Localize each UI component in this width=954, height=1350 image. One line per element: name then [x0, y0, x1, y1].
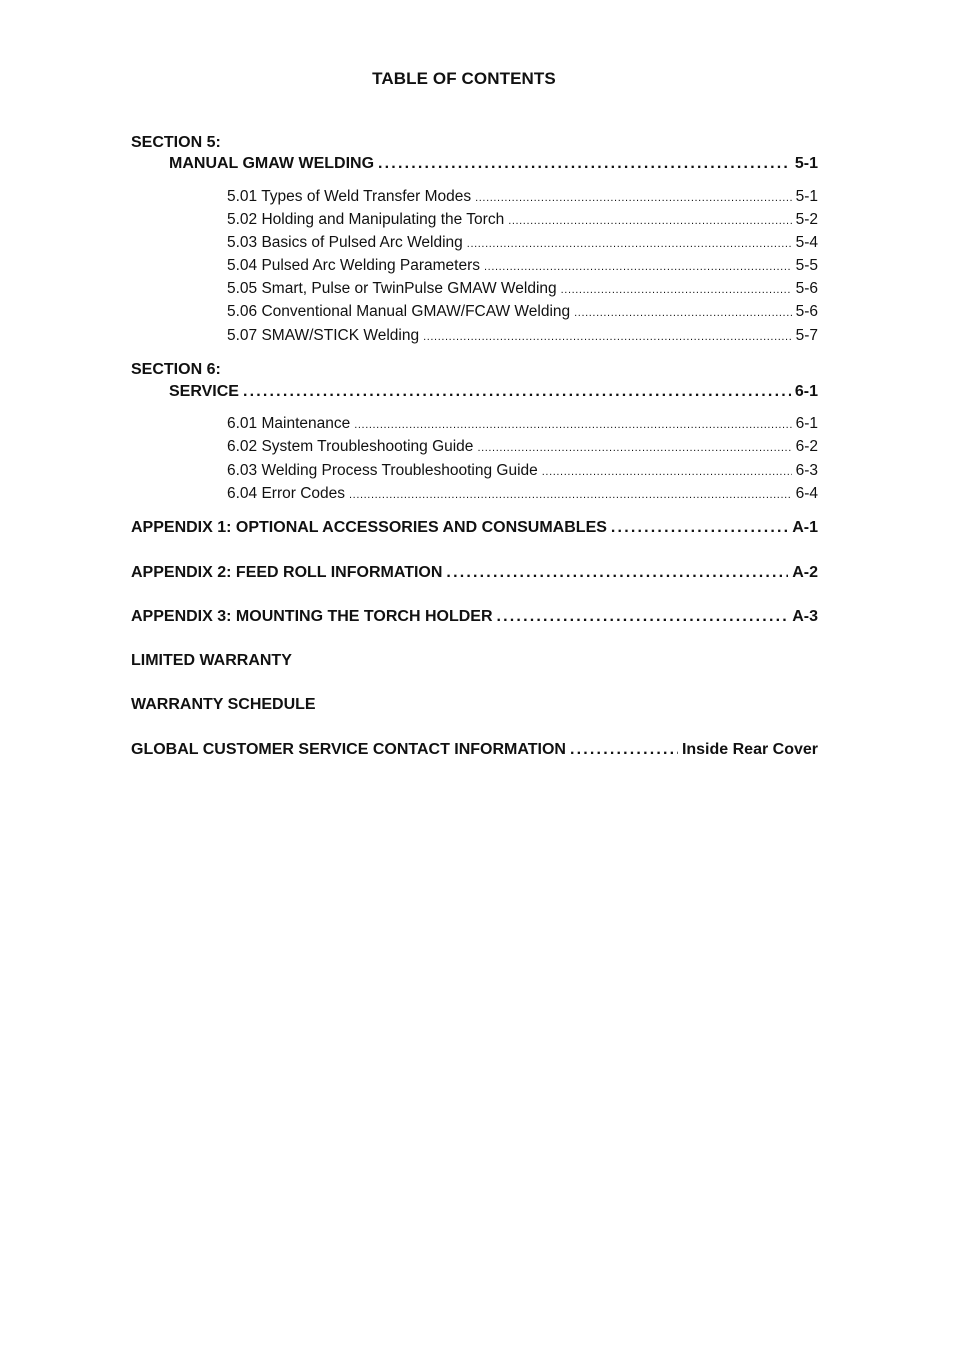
toc-entry-label: SERVICE — [169, 383, 239, 400]
toc-entry-appendix-1[interactable] — [131, 519, 818, 537]
toc-entry-appendix-2[interactable] — [131, 564, 818, 582]
toc-subentry-label: 5.05 Smart, Pulse or TwinPulse GMAW Welding — [227, 280, 557, 297]
toc-subentry[interactable] — [227, 188, 818, 206]
dot-leader — [497, 608, 789, 626]
toc-entry-warranty-schedule[interactable]: WARRANTY SCHEDULE — [131, 696, 316, 713]
toc-subentry-label: 5.01 Types of Weld Transfer Modes — [227, 188, 472, 205]
toc-page-number: 5-1 — [795, 188, 818, 205]
toc-subentry[interactable] — [227, 415, 818, 433]
dot-leader — [378, 155, 791, 173]
toc-subentry-label: 5.02 Holding and Manipulating the Torch — [227, 211, 505, 228]
toc-subentry[interactable] — [227, 438, 818, 456]
toc-entry-limited-warranty[interactable]: LIMITED WARRANTY — [131, 652, 292, 669]
dot-leader — [477, 442, 791, 454]
toc-page-number: 5-6 — [795, 303, 818, 320]
dot-leader — [475, 192, 791, 204]
toc-page-number: 5-6 — [795, 280, 818, 297]
toc-entry-label: APPENDIX 2: FEED ROLL INFORMATION — [131, 564, 443, 581]
toc-subentry[interactable] — [227, 485, 818, 503]
dot-leader — [354, 419, 791, 431]
toc-subentry-label: 6.03 Welding Process Troubleshooting Guide — [227, 462, 538, 479]
toc-subentry[interactable] — [227, 462, 818, 480]
dot-leader — [446, 564, 788, 582]
toc-subentry-label: 5.07 SMAW/STICK Welding — [227, 327, 420, 344]
toc-entry-global-contact[interactable] — [131, 741, 818, 759]
toc-subentry-label: 6.02 System Troubleshooting Guide — [227, 438, 474, 455]
dot-leader — [467, 238, 792, 250]
toc-subentry[interactable] — [227, 234, 818, 252]
toc-page-number: A-3 — [792, 608, 818, 625]
page-title: TABLE OF CONTENTS — [372, 69, 556, 88]
toc-subentry[interactable] — [227, 280, 818, 298]
toc-subentry[interactable] — [227, 211, 818, 229]
toc-page-number: 6-2 — [795, 438, 818, 455]
dot-leader — [574, 307, 791, 319]
dot-leader — [611, 519, 788, 537]
dot-leader — [508, 215, 791, 227]
toc-page-number: 5-7 — [795, 327, 818, 344]
toc-subentry-label: 6.01 Maintenance — [227, 415, 351, 432]
toc-page-number: 5-2 — [795, 211, 818, 228]
toc-page-number: Inside Rear Cover — [681, 741, 818, 758]
section-6-heading: SECTION 6: — [131, 361, 221, 378]
dot-leader — [423, 331, 792, 343]
dot-leader — [243, 383, 791, 401]
toc-page-number: 6-4 — [795, 485, 818, 502]
toc-page-number: 5-1 — [794, 155, 818, 172]
dot-leader — [484, 261, 792, 273]
toc-page-number: 6-3 — [795, 462, 818, 479]
dot-leader — [561, 284, 792, 296]
toc-subentry[interactable] — [227, 327, 818, 345]
toc-page-number: 5-4 — [795, 234, 818, 251]
dot-leader — [570, 741, 678, 759]
toc-entry-section-6[interactable] — [169, 383, 818, 401]
section-5-heading: SECTION 5: — [131, 134, 221, 151]
toc-entry-label: APPENDIX 1: OPTIONAL ACCESSORIES AND CONSUMABLES — [131, 519, 607, 536]
toc-entry-section-5[interactable] — [169, 155, 818, 173]
toc-page-number: 6-1 — [794, 383, 818, 400]
toc-entry-label: GLOBAL CUSTOMER SERVICE CONTACT INFORMATION — [131, 741, 566, 758]
toc-page-number: A-2 — [792, 564, 818, 581]
toc-entry-appendix-3[interactable] — [131, 608, 818, 626]
toc-subentry-label: 5.03 Basics of Pulsed Arc Welding — [227, 234, 463, 251]
toc-subentry[interactable] — [227, 257, 818, 275]
dot-leader — [349, 489, 792, 501]
toc-entry-label: APPENDIX 3: MOUNTING THE TORCH HOLDER — [131, 608, 493, 625]
toc-page-number: 5-5 — [795, 257, 818, 274]
dot-leader — [542, 466, 792, 478]
toc-entry-label: MANUAL GMAW WELDING — [169, 155, 375, 172]
toc-page-number: 6-1 — [795, 415, 818, 432]
toc-subentry[interactable] — [227, 303, 818, 321]
toc-subentry-label: 6.04 Error Codes — [227, 485, 346, 502]
toc-subentry-label: 5.04 Pulsed Arc Welding Parameters — [227, 257, 481, 274]
toc-page-number: A-1 — [792, 519, 818, 536]
toc-subentry-label: 5.06 Conventional Manual GMAW/FCAW Welding — [227, 303, 571, 320]
